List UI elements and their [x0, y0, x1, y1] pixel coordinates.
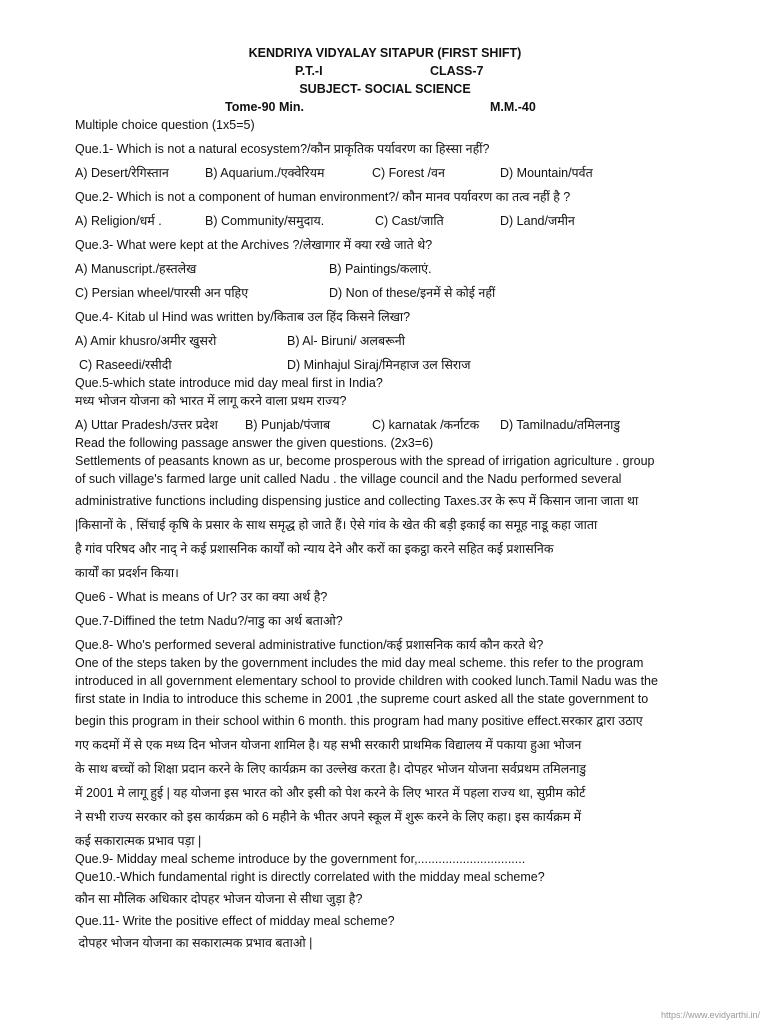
- passage2-line: के साथ बच्चों को शिक्षा प्रदान करने के लिए कार्यक्रम का उल्लेख करता है। दोपहर भोजन योजना सर्वप्रथम तमिलनाडु: [75, 762, 587, 776]
- passage2-line: introduced in all government elementary school to provide children with cooked lunch.Tamil Nadu was the: [75, 674, 658, 688]
- q2-option-a: A) Religion/धर्म .: [75, 214, 162, 228]
- q5-option-a: A) Uttar Pradesh/उत्तर प्रदेश: [75, 418, 218, 432]
- passage2-line: में 2001 मे लागू हुई | यह योजना इस भारत को और इसी को पेश करने के लिए भारत में पहला राज्य था, सुप्रीम कोर्ट: [75, 786, 586, 800]
- q4-option-a: A) Amir khusro/अमीर खुसरो: [75, 334, 217, 348]
- time-label: Tome-90 Min.: [225, 100, 304, 114]
- q5-options: [75, 416, 695, 434]
- q11-text: Que.11- Write the positive effect of midday meal scheme?: [75, 914, 395, 928]
- passage2-line: One of the steps taken by the government includes the mid day meal scheme. this refer to the program: [75, 656, 644, 670]
- q5-option-b: B) Punjab/पंजाब: [245, 418, 331, 432]
- passage1-line: |किसानों के , सिंचाई कृषि के प्रसार के साथ समृद्ध हो जाते हैं। ऐसे गांव के खेत की बड़ी इकाई का समूह नाडू कहा जाता: [75, 518, 598, 532]
- passage1: [75, 452, 695, 582]
- q8-text: Que.8- Who's performed several administrative function/कई प्रशासनिक कार्य कौन करते थे?: [75, 638, 544, 652]
- q1-option-a: A) Desert/रेगिस्तान: [75, 166, 169, 180]
- class-label: CLASS-7: [430, 64, 484, 78]
- q3-text: Que.3- What were kept at the Archives ?/लेखागार में क्या रखे जाते थे?: [75, 238, 433, 252]
- q4-option-b: B) Al- Biruni/ अलबरूनी: [287, 334, 405, 348]
- max-marks: M.M.-40: [490, 100, 536, 114]
- exam-name: P.T.-I: [295, 64, 323, 78]
- q3-options-ab: [75, 260, 695, 278]
- passage2-line: first state in India to introduce this scheme in 2001 ,the supreme court asked all the state government to: [75, 692, 649, 706]
- school-name: KENDRIYA VIDYALAY SITAPUR (FIRST SHIFT): [248, 46, 522, 60]
- q1-option-c: C) Forest /वन: [372, 166, 445, 180]
- passage1-line: administrative functions including dispensing justice and collecting Taxes.उर के रूप में किसान जाना जाता था: [75, 494, 639, 508]
- q2-option-d: D) Land/जमीन: [500, 214, 575, 228]
- q4-option-d: D) Minhajul Siraj/मिनहाज उल सिराज: [287, 358, 471, 372]
- q10-text-hindi: कौन सा मौलिक अधिकार दोपहर भोजन योजना से सीधा जुड़ा है?: [75, 892, 363, 906]
- q3-option-c: C) Persian wheel/पारसी अन पहिए: [75, 286, 249, 300]
- subject-label: SUBJECT- SOCIAL SCIENCE: [299, 82, 471, 96]
- passage2-line: कई सकारात्मक प्रभाव पड़ा |: [75, 834, 202, 848]
- q9-text: Que.9- Midday meal scheme introduce by the government for,...............................: [75, 852, 526, 866]
- exam-class-row: [75, 62, 695, 80]
- q4-text: Que.4- Kitab ul Hind was written by/किताब उल हिंद किसने लिखा?: [75, 310, 411, 324]
- q1-options: [75, 164, 695, 182]
- q1-option-b: B) Aquarium./एक्वेरियम: [205, 166, 325, 180]
- q5-option-d: D) Tamilnadu/तमिलनाडु: [500, 418, 621, 432]
- passage1-line: है गांव परिषद और नाद् ने कई प्रशासनिक कार्यों को न्याय देने और करों का इकट्ठा करने सहित कई प्रशासनिक: [75, 542, 554, 556]
- question-paper: [75, 44, 695, 952]
- passage1-instruction: Read the following passage answer the given questions. (2x3=6): [75, 436, 434, 450]
- passage2: [75, 654, 695, 850]
- q5-text: Que.5-which state introduce mid day meal first in India?: [75, 376, 383, 390]
- q2-option-c: C) Cast/जाति: [375, 214, 444, 228]
- passage1-line: Settlements of peasants known as ur, become prosperous with the spread of irrigation agriculture . group: [75, 454, 655, 468]
- q1-text: Que.1- Which is not a natural ecosystem?/कौन प्राकृतिक पर्यावरण का हिस्सा नहीं?: [75, 142, 490, 156]
- q11-text-hindi: दोपहर भोजन योजना का सकारात्मक प्रभाव बताओ |: [75, 936, 313, 950]
- q1-option-d: D) Mountain/पर्वत: [500, 166, 593, 180]
- q6-text: Que6 - What is means of Ur? उर का क्या अर्थ है?: [75, 590, 328, 604]
- passage2-line: गए कदमों में से एक मध्य दिन भोजन योजना शामिल है। यह सभी सरकारी प्राथमिक विद्यालय में पकाया हुआ भोजन: [75, 738, 582, 752]
- q4-options-ab: [75, 332, 695, 350]
- passage1-line: कार्यों का प्रदर्शन किया।: [75, 566, 179, 580]
- mcq-heading: Multiple choice question (1x5=5): [75, 118, 255, 132]
- time-marks-row: [75, 98, 695, 116]
- q7-text: Que.7-Diffined the tetm Nadu?/नाडु का अर्थ बताओ?: [75, 614, 343, 628]
- q2-text: Que.2- Which is not a component of human environment?/ कौन मानव पर्यावरण का तत्व नहीं है ?: [75, 190, 571, 204]
- q3-options-cd: [75, 284, 695, 302]
- q5-option-c: C) karnatak /कर्नाटक: [372, 418, 480, 432]
- q3-option-d: D) Non of these/इनमें से कोई नहीं: [329, 286, 496, 300]
- passage1-line: of such village's farmed large unit called Nadu . the village council and the Nadu performed several: [75, 472, 622, 486]
- q2-options: [75, 212, 695, 230]
- q5-text-hindi: मध्य भोजन योजना को भारत में लागू करने वाला प्रथम राज्य?: [75, 394, 347, 408]
- q3-option-b: B) Paintings/कलाएं.: [329, 262, 432, 276]
- q4-option-c: C) Raseedi/रसीदी: [79, 358, 172, 372]
- passage2-line: begin this program in their school within 6 month. this program had many positive effect.सरकार द्वारा उठाए: [75, 714, 643, 728]
- q4-options-cd: [75, 356, 695, 374]
- q2-option-b: B) Community/समुदाय.: [205, 214, 325, 228]
- source-watermark: https://www.evidyarthi.in/: [660, 1010, 760, 1020]
- q3-option-a: A) Manuscript./हस्तलेख: [75, 262, 197, 276]
- passage2-line: ने सभी राज्य सरकार को इस कार्यक्रम को 6 महीने के भीतर अपने स्कूल में शुरू करने के लिए कहा। इस कार्यक्रम में: [75, 810, 582, 824]
- q10-text: Que10.-Which fundamental right is directly correlated with the midday meal scheme?: [75, 870, 545, 884]
